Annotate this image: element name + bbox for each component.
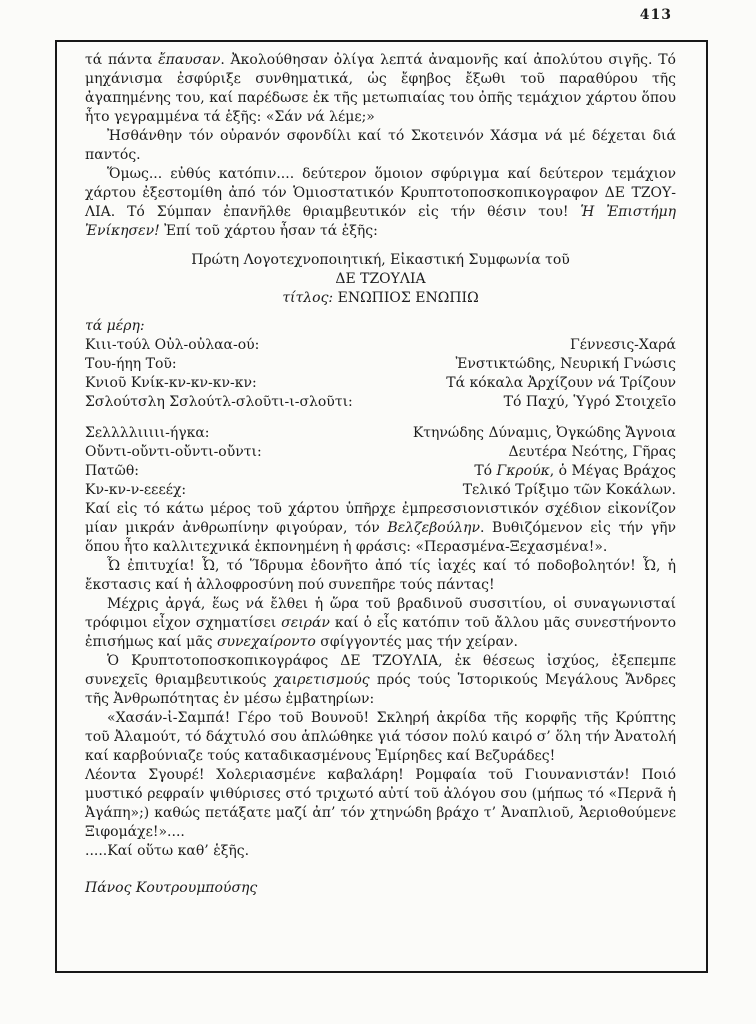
paragraph: Ὁ Κρυπτοτοποσκοπικογράφος ΔΕ ΤΖΟΥΛΙΑ, ἐκ θέσεως ἰσχύος, ἐξεπεμπε συνεχεῖς θριαμβευτικούς χαιρετισμούς πρός τούς Ἱστορικούς Μεγάλους Ἄνδρες τῆς Ἀνθρωπότητας ἐν μέσω ἐμβατηρίων:: [85, 653, 676, 707]
part-definition: Τελικό Τρίξιμο τῶν Κοκάλων.: [462, 482, 676, 498]
page-border-frame: [55, 40, 708, 973]
paragraph: Ὦ ἐπιτυχία! Ὦ, τό Ἵδρυμα ἐδονῆτο ἀπό τίς ἰαχές καί τό ποδοβολητόν! Ὦ, ἡ ἔκστασις καί ἡ ἀλλοφροσύνη πού συνεπῆρε τούς πάντας!: [85, 558, 676, 593]
part-term: Κιιι-τούλ Οὐλ-οὐλαα-ού:: [85, 337, 260, 353]
paragraph: Ὅμως... εὐθύς κατόπιν.... δεύτερον ὅμοιον σφύριγμα καί δεύτερον τεμάχιον χάρτου ἐξεστομίθη ἀπό τόν Ὁμιοστατικόν Κρυπτοτοποσκοπικογραφον ΔΕ ΤΖΟΥ-ΛΙΑ. Τό Σύμπαν ἐπανῆλθε θριαμβευτικόν εἰς τήν θέσιν του! Ἡ Ἐπιστήμη Ἐνίκησεν! Ἐπί τοῦ χάρτου ἦσαν τά ἑξῆς:: [85, 166, 676, 239]
part-definition: Κτηνώδης Δύναμις, Ὀγκώδης Ἄγνοια: [412, 425, 676, 441]
part-term: Κνιοῦ Κνίκ-κν-κν-κν-κν:: [85, 375, 257, 391]
part-term: Κν-κν-ν-εεεέχ:: [85, 482, 187, 498]
parts-row: [85, 481, 676, 500]
parts-label: τά μέρη:: [85, 318, 145, 334]
paragraph: «Χασάν-ἰ-Σαμπά! Γέρο τοῦ Βουνοῦ! Σκληρή ἀκρίδα τῆς κορφῆς τῆς Κρύπτης τοῦ Ἀλαμούτ, τό δάχτυλό σου ἁπλώθηκε γιά τόσον πολύ καιρό σ’ ὅλη τήν Ἀνατολή καί καρβούνιαζε τούς καταδικασμένους Ἐμίρηδες καί Βεζυράδες!: [85, 710, 676, 764]
parts-list-2: [85, 424, 676, 500]
part-definition: Ἐνστικτώδης, Νευρική Γνώσις: [455, 356, 676, 372]
paragraph: Καί εἰς τό κάτω μέρος τοῦ χάρτου ὑπῆρχε ἐμπρεσσιονιστικόν σχέδιον εἰκονίζον μίαν μικράν ἀνθρωπίνην φιγούραν, τόν Βελζεβούλην. Βυθιζόμενον εἰς τήν γῆν ὅπου ἦτο καλλιτεχνικά ἐκπονημένη ἡ φράσις: «Περασμένα-Ξεχασμένα!».: [85, 501, 677, 555]
parts-list-1: [85, 336, 676, 412]
part-definition: Τό Γκρούκ, ὁ Μέγας Βράχος: [474, 463, 676, 479]
paragraph: Ἠσθάνθην τόν οὐρανόν σφονδίλι καί τό Σκοτεινόν Χάσμα νά μέ δέχεται διά παντός.: [85, 128, 676, 163]
paragraph: τά πάντα ἔπαυσαν. Ἀκολούθησαν ὀλίγα λεπτά ἀναμονῆς καί ἀπολύτου σιγῆς. Τό μηχάνισμα ἐσφύριξε συνθηματικά, ὡς ἔφηβος ἔξωθι τοῦ παραθύρου τῆς ἀγαπημένης του, καί παρέδωσε ἐκ τῆς μετωπιαίας του ὀπῆς τεμάχιον χάρτου ὅπου ἦτο γεγραμμένα τά ἑξῆς: «Σάν νά λέμε;»: [85, 52, 676, 125]
part-term: Σσλούτσλη Σσλούτλ-σλοῦτι-ι-σλοῦτι:: [85, 394, 353, 410]
paragraph: Λέοντα Σγουρέ! Χολεριασμένε καβαλάρη! Ρομφαία τοῦ Γιουνανιστάν! Ποιό μυστικό ρεφραίν ψιθύρισες στό τριχωτό αὐτί τοῦ ἀλόγου σου (μήπως τό «Περνᾶ ἡ Ἀγάπη»;) καθώς πετάξατε μαζί ἀπ’ τόν χτηνώδη βράχο τ’ Ἀναπλιοῦ, Ἀεριοθούμενε Ξιφομάχε!»....: [85, 767, 676, 840]
symphony-heading: [85, 251, 676, 308]
parts-row: [85, 443, 676, 462]
part-definition: Τά κόκαλα Ἀρχίζουν νά Τρίζουν: [446, 375, 676, 391]
parts-row: [85, 462, 676, 481]
parts-row: [85, 424, 676, 443]
part-term: Οὔντι-οὔντι-οὔντι-οὔντι:: [85, 444, 262, 460]
parts-row: [85, 374, 676, 393]
heading-line: τίτλος: ΕΝΩΠΙΟΣ ΕΝΩΠΙΩ: [282, 290, 479, 306]
parts-row: [85, 355, 676, 374]
heading-line: Πρώτη Λογοτεχνοποιητική, Εἰκαστική Συμφωνία τοῦ: [191, 252, 570, 268]
page-text-area: [57, 42, 706, 898]
parts-row: [85, 336, 676, 355]
paragraph: Μέχρις ἀργά, ἕως νά ἔλθει ἡ ὥρα τοῦ βραδινοῦ συσσιτίου, οἱ συναγωνισταί τρόφιμοι εἶχον σχηματίσει σειράν καί ὁ εἷς κατόπιν τοῦ ἄλλου μᾶς συνεστήνοντο ἐπισήμως καί μᾶς συνεχαίροντο σφίγγοντές μας τήν χείραν.: [85, 596, 676, 650]
part-definition: Τό Παχύ, Ὑγρό Στοιχεῖο: [503, 394, 676, 410]
part-definition: Δευτέρα Νεότης, Γῆρας: [508, 444, 676, 460]
page-number: 413: [639, 7, 672, 23]
heading-line: ΔΕ ΤΖΟΥΛΙΑ: [335, 271, 426, 287]
part-term: Του-ήηη Τοῦ:: [85, 356, 177, 372]
parts-row: [85, 393, 676, 412]
part-term: Σελλλλιιιιι-ήγκα:: [85, 425, 210, 441]
part-definition: Γέννεσις-Χαρά: [570, 337, 676, 353]
paragraph: .....Καί οὕτω καθ’ ἑξῆς.: [85, 843, 250, 859]
part-term: Πατῶθ:: [85, 463, 139, 479]
author-signature: Πάνος Κουτρουμπούσης: [85, 880, 258, 896]
